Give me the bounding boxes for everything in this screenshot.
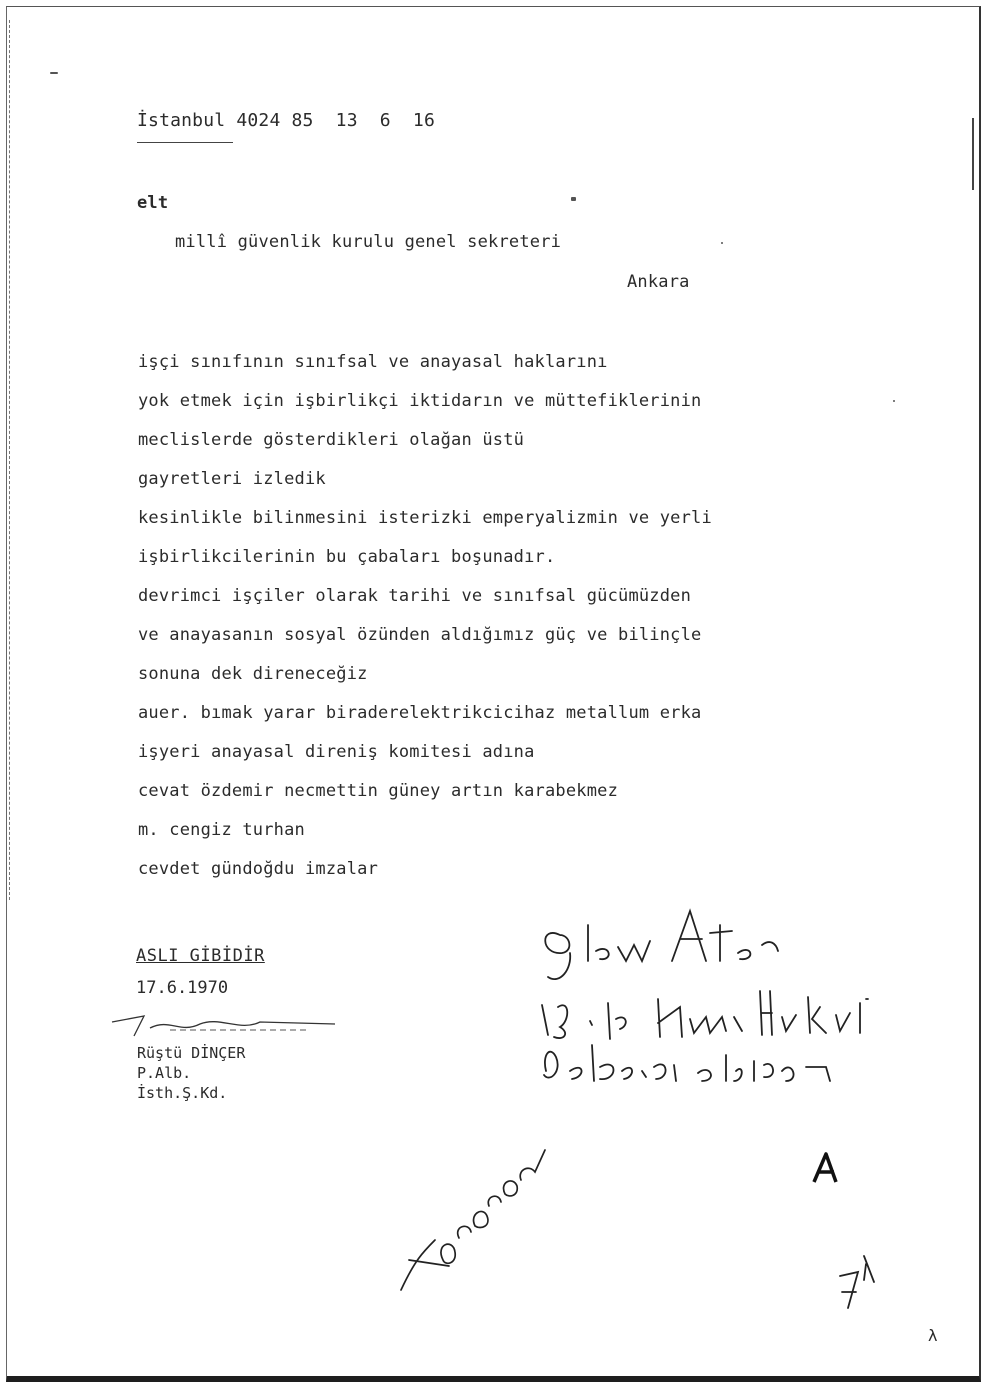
scan-speck	[50, 72, 58, 74]
recipient-city: Ankara	[627, 272, 690, 292]
body-line: işyeri anayasal direniş komitesi adına	[138, 742, 535, 762]
body-line: auer. bımak yarar biraderelektrikcicihaz metallum erka	[138, 703, 702, 723]
body-line: m. cengiz turhan	[138, 820, 305, 840]
recipient: millî güvenlik kurulu genel sekreteri	[175, 232, 562, 252]
body-line: ve anayasanın sosyal özünden aldığımız güç ve bilinçle	[138, 625, 702, 645]
stamp-officer-rank: P.Alb.	[137, 1064, 192, 1082]
scan-speck	[721, 242, 723, 244]
page-number: λ	[928, 1326, 938, 1345]
telegram-header: İstanbul 4024 85 13 6 16	[137, 110, 435, 131]
body-line: devrimci işçiler olarak tarihi ve sınıfsal gücümüzden	[138, 586, 692, 606]
body-line: gayretleri izledik	[138, 469, 326, 489]
stamp-unit: İsth.Ş.Kd.	[137, 1084, 228, 1102]
handwritten-page-count	[834, 1252, 894, 1312]
stamp-title: ASLI GİBİDİR	[136, 946, 265, 966]
handwritten-note	[530, 895, 930, 1095]
body-line: cevat özdemir necmettin güney artın karabekmez	[138, 781, 619, 801]
body-line: sonuna dek direneceğiz	[138, 664, 368, 684]
binding-edge	[9, 20, 11, 900]
header-underline	[137, 142, 233, 143]
body-line: işçi sınıfının sınıfsal ve anayasal haklarını	[138, 352, 608, 372]
edge-mark	[972, 170, 974, 190]
handwritten-a-mark	[806, 1148, 846, 1188]
certification-stamp	[136, 946, 265, 998]
scan-speck	[571, 197, 576, 201]
body-line: işbirlikcilerinin bu çabaları boşunadır.	[138, 547, 556, 567]
stamp-officer-name: Rüştü DİNÇER	[137, 1044, 246, 1062]
telegram-type: elt	[137, 193, 169, 213]
telegram-body	[138, 352, 712, 898]
body-line: kesinlikle bilinmesini isterizki emperyalizmin ve yerli	[138, 508, 712, 528]
body-line: meclislerde gösterdikleri olağan üstü	[138, 430, 525, 450]
handwritten-scanned-note	[395, 1140, 595, 1300]
stamp-date: 17.6.1970	[136, 978, 229, 998]
body-line: cevdet gündoğdu imzalar	[138, 859, 379, 879]
body-line: yok etmek için işbirlikçi iktidarın ve müttefiklerinin	[138, 391, 702, 411]
scan-speck	[893, 400, 895, 402]
